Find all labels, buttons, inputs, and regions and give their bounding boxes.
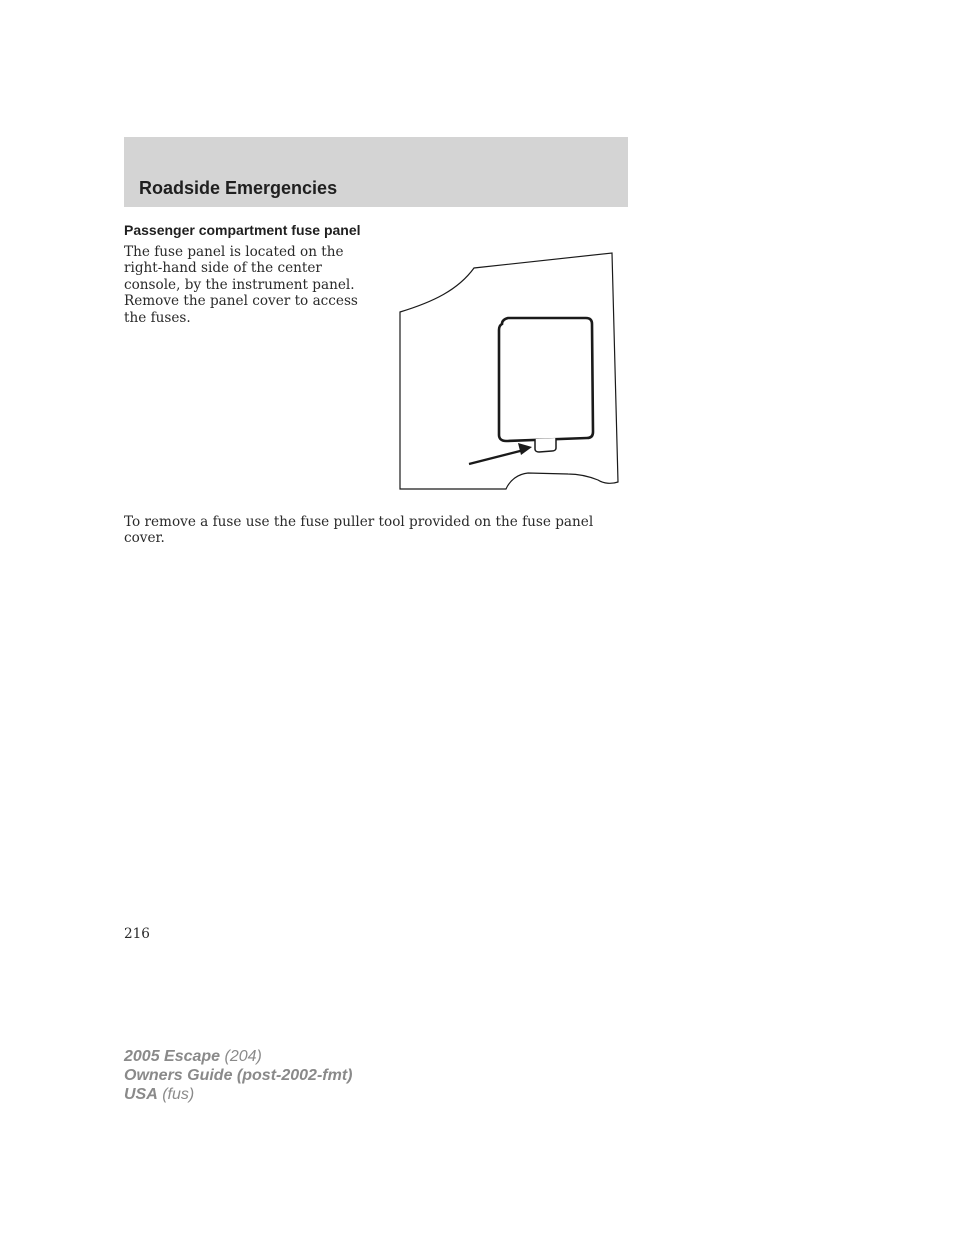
footer-market-code: (fus) bbox=[157, 1086, 195, 1103]
intro-line: The fuse panel is located on the bbox=[124, 244, 344, 260]
removal-line: cover. bbox=[124, 530, 165, 547]
footer-model-code: (204) bbox=[220, 1048, 262, 1065]
section-header-bar bbox=[124, 137, 628, 207]
document-footer bbox=[124, 1047, 352, 1104]
removal-line: To remove a fuse use the fuse puller tool provided on the fuse panel bbox=[124, 514, 594, 530]
arrow-head-icon bbox=[518, 443, 532, 455]
footer-market: USA bbox=[124, 1086, 158, 1103]
fuse-panel-cover-icon bbox=[398, 250, 623, 492]
fuse-panel-illustration bbox=[398, 250, 623, 492]
fuse-puller-tab bbox=[535, 438, 556, 452]
footer-line-1 bbox=[124, 1047, 352, 1066]
intro-line: Remove the panel cover to access bbox=[124, 293, 358, 310]
footer-model: 2005 Escape bbox=[124, 1048, 221, 1065]
intro-line: console, by the instrument panel. bbox=[124, 276, 355, 293]
intro-line: right-hand side of the center bbox=[124, 260, 322, 277]
removal-paragraph bbox=[124, 514, 628, 547]
arrow-line bbox=[469, 450, 524, 464]
footer-line-3 bbox=[124, 1085, 352, 1104]
section-heading: Passenger compartment fuse panel bbox=[124, 222, 361, 238]
footer-line-2 bbox=[124, 1066, 352, 1085]
page-title: Roadside Emergencies bbox=[139, 178, 338, 198]
footer-guide: Owners Guide (post-2002-fmt) bbox=[124, 1067, 353, 1084]
intro-paragraph bbox=[124, 244, 374, 326]
intro-line: the fuses. bbox=[124, 309, 191, 326]
fuse-panel-cover bbox=[499, 318, 593, 441]
page-number: 216 bbox=[124, 926, 150, 942]
